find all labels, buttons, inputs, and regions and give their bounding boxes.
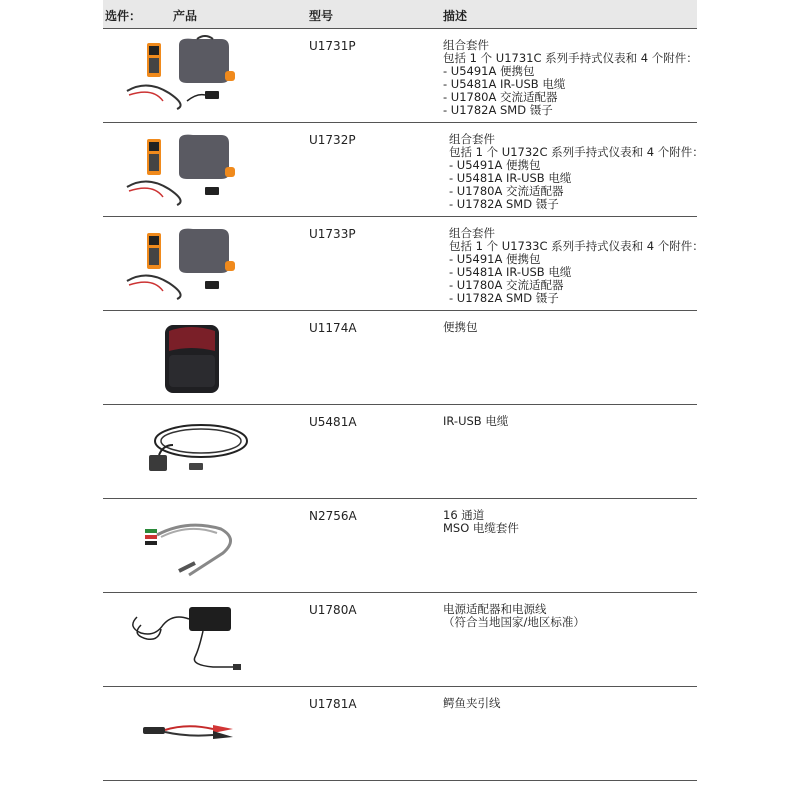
desc-line: - U1780A 交流适配器 — [449, 184, 564, 198]
desc-line: 16 通道 — [443, 508, 485, 522]
description — [443, 509, 519, 535]
carry-case-image — [117, 317, 249, 395]
desc-line: - U1782A SMD 镊子 — [443, 103, 553, 117]
desc-line: 组合套件 — [443, 38, 489, 52]
desc-line: - U5481A IR-USB 电缆 — [443, 77, 566, 91]
description — [443, 603, 585, 629]
desc-line: （符合当地国家/地区标准） — [443, 615, 585, 629]
alligator-clip-image — [117, 693, 249, 771]
model-number: U1731P — [309, 39, 356, 53]
desc-line: 包括 1 个 U1731C 系列手持式仪表和 4 个附件： — [443, 51, 698, 65]
model-number: U1780A — [309, 603, 357, 617]
desc-line: - U5491A 便携包 — [449, 158, 541, 172]
desc-line: - U1780A 交流适配器 — [443, 90, 558, 104]
model-number: N2756A — [309, 509, 357, 523]
description — [443, 415, 508, 428]
table-row — [103, 499, 697, 593]
description — [443, 697, 501, 710]
multimeter-kit-image — [117, 223, 249, 301]
options-table — [103, 0, 704, 781]
model-number: U5481A — [309, 415, 357, 429]
desc-line: 包括 1 个 U1733C 系列手持式仪表和 4 个附件： — [449, 239, 704, 253]
model-number: U1733P — [309, 227, 356, 241]
table-row — [103, 687, 697, 781]
description — [449, 133, 704, 211]
desc-line: 组合套件 — [449, 226, 495, 240]
model-number: U1781A — [309, 697, 357, 711]
model-number: U1732P — [309, 133, 356, 147]
header-model: 型号 — [309, 9, 334, 23]
power-adapter-image — [117, 599, 249, 677]
table-row — [103, 217, 704, 311]
desc-line: IR-USB 电缆 — [443, 414, 509, 428]
desc-line: 组合套件 — [449, 132, 495, 146]
desc-line: - U1782A SMD 镊子 — [449, 291, 559, 305]
desc-line: - U5481A IR-USB 电缆 — [449, 265, 572, 279]
table-row — [103, 29, 697, 123]
desc-line: - U1780A 交流适配器 — [449, 278, 564, 292]
desc-line: 便携包 — [443, 320, 478, 334]
desc-line: MSO 电缆套件 — [443, 521, 519, 535]
header-select: 选件： — [105, 9, 142, 23]
multimeter-kit-image — [117, 129, 249, 207]
desc-line: - U5481A IR-USB 电缆 — [449, 171, 572, 185]
table-row — [103, 593, 697, 687]
model-number: U1174A — [309, 321, 357, 335]
header-product: 产品 — [173, 9, 198, 23]
desc-line: 鳄鱼夹引线 — [443, 696, 501, 710]
table-row — [103, 311, 697, 405]
description — [449, 227, 704, 305]
desc-line: - U1782A SMD 镊子 — [449, 197, 559, 211]
description — [443, 321, 478, 334]
multimeter-kit-image — [117, 35, 249, 113]
usb-cable-image — [117, 411, 249, 489]
table-header — [103, 0, 697, 29]
table-row — [103, 123, 704, 217]
header-desc: 描述 — [443, 9, 468, 23]
desc-line: 包括 1 个 U1732C 系列手持式仪表和 4 个附件： — [449, 145, 704, 159]
desc-line: 电源适配器和电源线 — [443, 602, 547, 616]
desc-line: - U5491A 便携包 — [443, 64, 535, 78]
probe-cable-image — [117, 505, 249, 583]
table-row — [103, 405, 697, 499]
desc-line: - U5491A 便携包 — [449, 252, 541, 266]
description — [443, 39, 698, 117]
